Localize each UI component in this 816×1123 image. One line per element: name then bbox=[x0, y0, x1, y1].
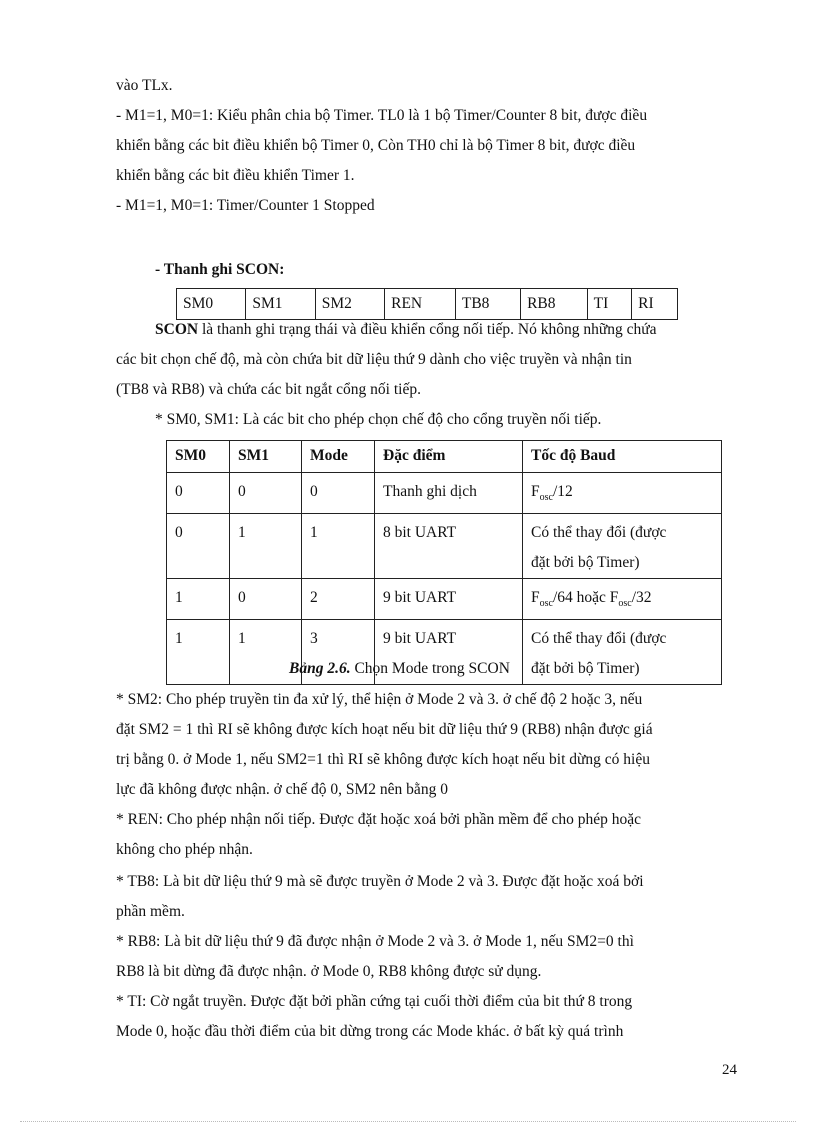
register-bit: RI bbox=[632, 289, 678, 320]
table-row bbox=[167, 514, 722, 579]
sm-intro: * SM0, SM1: Là các bit cho phép chọn chế độ cho cổng truyền nối tiếp. bbox=[155, 411, 602, 428]
register-bit: REN bbox=[385, 289, 456, 320]
header-cell: Đặc điểm bbox=[375, 441, 523, 473]
footer-divider bbox=[20, 1121, 796, 1122]
cell: 1 bbox=[230, 620, 302, 685]
cell: 9 bit UART bbox=[375, 620, 523, 685]
text-line: vào TLx. bbox=[116, 77, 173, 94]
text-line: lực đã không được nhận. ở chế độ 0, SM2 nên bằng 0 bbox=[116, 781, 448, 798]
caption-text: Chọn Mode trong SCON bbox=[350, 660, 510, 677]
cell: 0 bbox=[230, 473, 302, 514]
cell: 1 bbox=[167, 620, 230, 685]
cell: 1 bbox=[302, 514, 375, 579]
cell: 0 bbox=[167, 514, 230, 579]
register-bit: SM0 bbox=[177, 289, 246, 320]
cell: 2 bbox=[302, 579, 375, 620]
cell: 1 bbox=[230, 514, 302, 579]
scon-text: là thanh ghi trạng thái và điều khiển cổng nối tiếp. Nó không những chứa bbox=[198, 321, 657, 338]
caption-label: Bảng 2.6. bbox=[289, 660, 351, 677]
text-line: * SM2: Cho phép truyền tin đa xử lý, thể hiện ở Mode 2 và 3. ở chế độ 2 hoặc 3, nếu bbox=[116, 691, 643, 708]
cell: Có thể thay đổi (được đặt bởi bộ Timer) bbox=[523, 514, 722, 579]
cell: Thanh ghi dịch bbox=[375, 473, 523, 514]
text-line: Mode 0, hoặc đầu thời điểm của bit dừng trong các Mode khác. ở bất kỳ quá trình bbox=[116, 1023, 624, 1040]
table-row bbox=[167, 473, 722, 514]
text-line: * RB8: Là bit dữ liệu thứ 9 đã được nhận ở Mode 2 và 3. ở Mode 1, nếu SM2=0 thì bbox=[116, 933, 634, 950]
register-bit: TB8 bbox=[455, 289, 520, 320]
cell: 0 bbox=[167, 473, 230, 514]
register-bit: TI bbox=[587, 289, 631, 320]
register-bit: SM2 bbox=[315, 289, 384, 320]
text-line: * TB8: Là bit dữ liệu thứ 9 mà sẽ được truyền ở Mode 2 và 3. Được đặt hoặc xoá bởi bbox=[116, 873, 644, 890]
text-line: đặt SM2 = 1 thì RI sẽ không được kích hoạt nếu bit dữ liệu thứ 9 (RB8) nhận được giá bbox=[116, 721, 653, 738]
text-line: phần mềm. bbox=[116, 903, 185, 920]
cell: $F_{osc}/12$ bbox=[523, 473, 722, 514]
text-line: * TI: Cờ ngắt truyền. Được đặt bởi phần cứng tại cuối thời điểm của bit thứ 8 trong bbox=[116, 993, 633, 1010]
cell: $F_{osc}/64$ hoặc $F_{osc}/32$ bbox=[523, 579, 722, 620]
scon-register-table bbox=[176, 288, 678, 320]
text-line: không cho phép nhận. bbox=[116, 841, 253, 858]
register-bit: RB8 bbox=[521, 289, 588, 320]
cell: 1 bbox=[167, 579, 230, 620]
text-line: trị bằng 0. ở Mode 1, nếu SM2=1 thì RI sẽ không được kích hoạt nếu bit dừng có hiệu bbox=[116, 751, 650, 768]
header-cell: SM1 bbox=[230, 441, 302, 473]
text-line: khiển bằng các bit điều khiển bộ Timer 0, Còn TH0 chỉ là bộ Timer 8 bit, được điều bbox=[116, 137, 636, 154]
page-number: 24 bbox=[722, 1062, 737, 1078]
scon-paragraph-line bbox=[155, 320, 657, 340]
cell: 9 bit UART bbox=[375, 579, 523, 620]
text-line: khiển bằng các bit điều khiển Timer 1. bbox=[116, 167, 355, 184]
register-bit: SM1 bbox=[246, 289, 315, 320]
table-header-row bbox=[167, 441, 722, 473]
mode-table bbox=[166, 440, 722, 685]
scon-paragraph-line: các bit chọn chế độ, mà còn chứa bit dữ liệu thứ 9 dành cho việc truyền và nhận tin bbox=[116, 351, 632, 368]
text-line: * REN: Cho phép nhận nối tiếp. Được đặt hoặc xoá bởi phần mềm để cho phép hoặc bbox=[116, 811, 641, 828]
section-heading: - Thanh ghi SCON: bbox=[155, 261, 285, 278]
cell: 8 bit UART bbox=[375, 514, 523, 579]
header-cell: SM0 bbox=[167, 441, 230, 473]
table-caption bbox=[289, 660, 510, 678]
scon-bold-word: SCON bbox=[155, 321, 199, 338]
cell: 0 bbox=[302, 473, 375, 514]
text-line: - M1=1, M0=1: Timer/Counter 1 Stopped bbox=[116, 197, 375, 214]
header-cell: Tốc độ Baud bbox=[523, 441, 722, 473]
cell: Có thể thay đổi (được đặt bởi bộ Timer) bbox=[523, 620, 722, 685]
header-cell: Mode bbox=[302, 441, 375, 473]
text-line: - M1=1, M0=1: Kiểu phân chia bộ Timer. TL0 là 1 bộ Timer/Counter 8 bit, được điều bbox=[116, 107, 648, 124]
text-line: RB8 là bit dừng đã được nhận. ở Mode 0, RB8 không được sử dụng. bbox=[116, 963, 542, 980]
table-row bbox=[167, 579, 722, 620]
cell: 0 bbox=[230, 579, 302, 620]
scon-paragraph-line: (TB8 và RB8) và chứa các bit ngắt cổng nối tiếp. bbox=[116, 381, 421, 398]
cell: 3 bbox=[302, 620, 375, 685]
